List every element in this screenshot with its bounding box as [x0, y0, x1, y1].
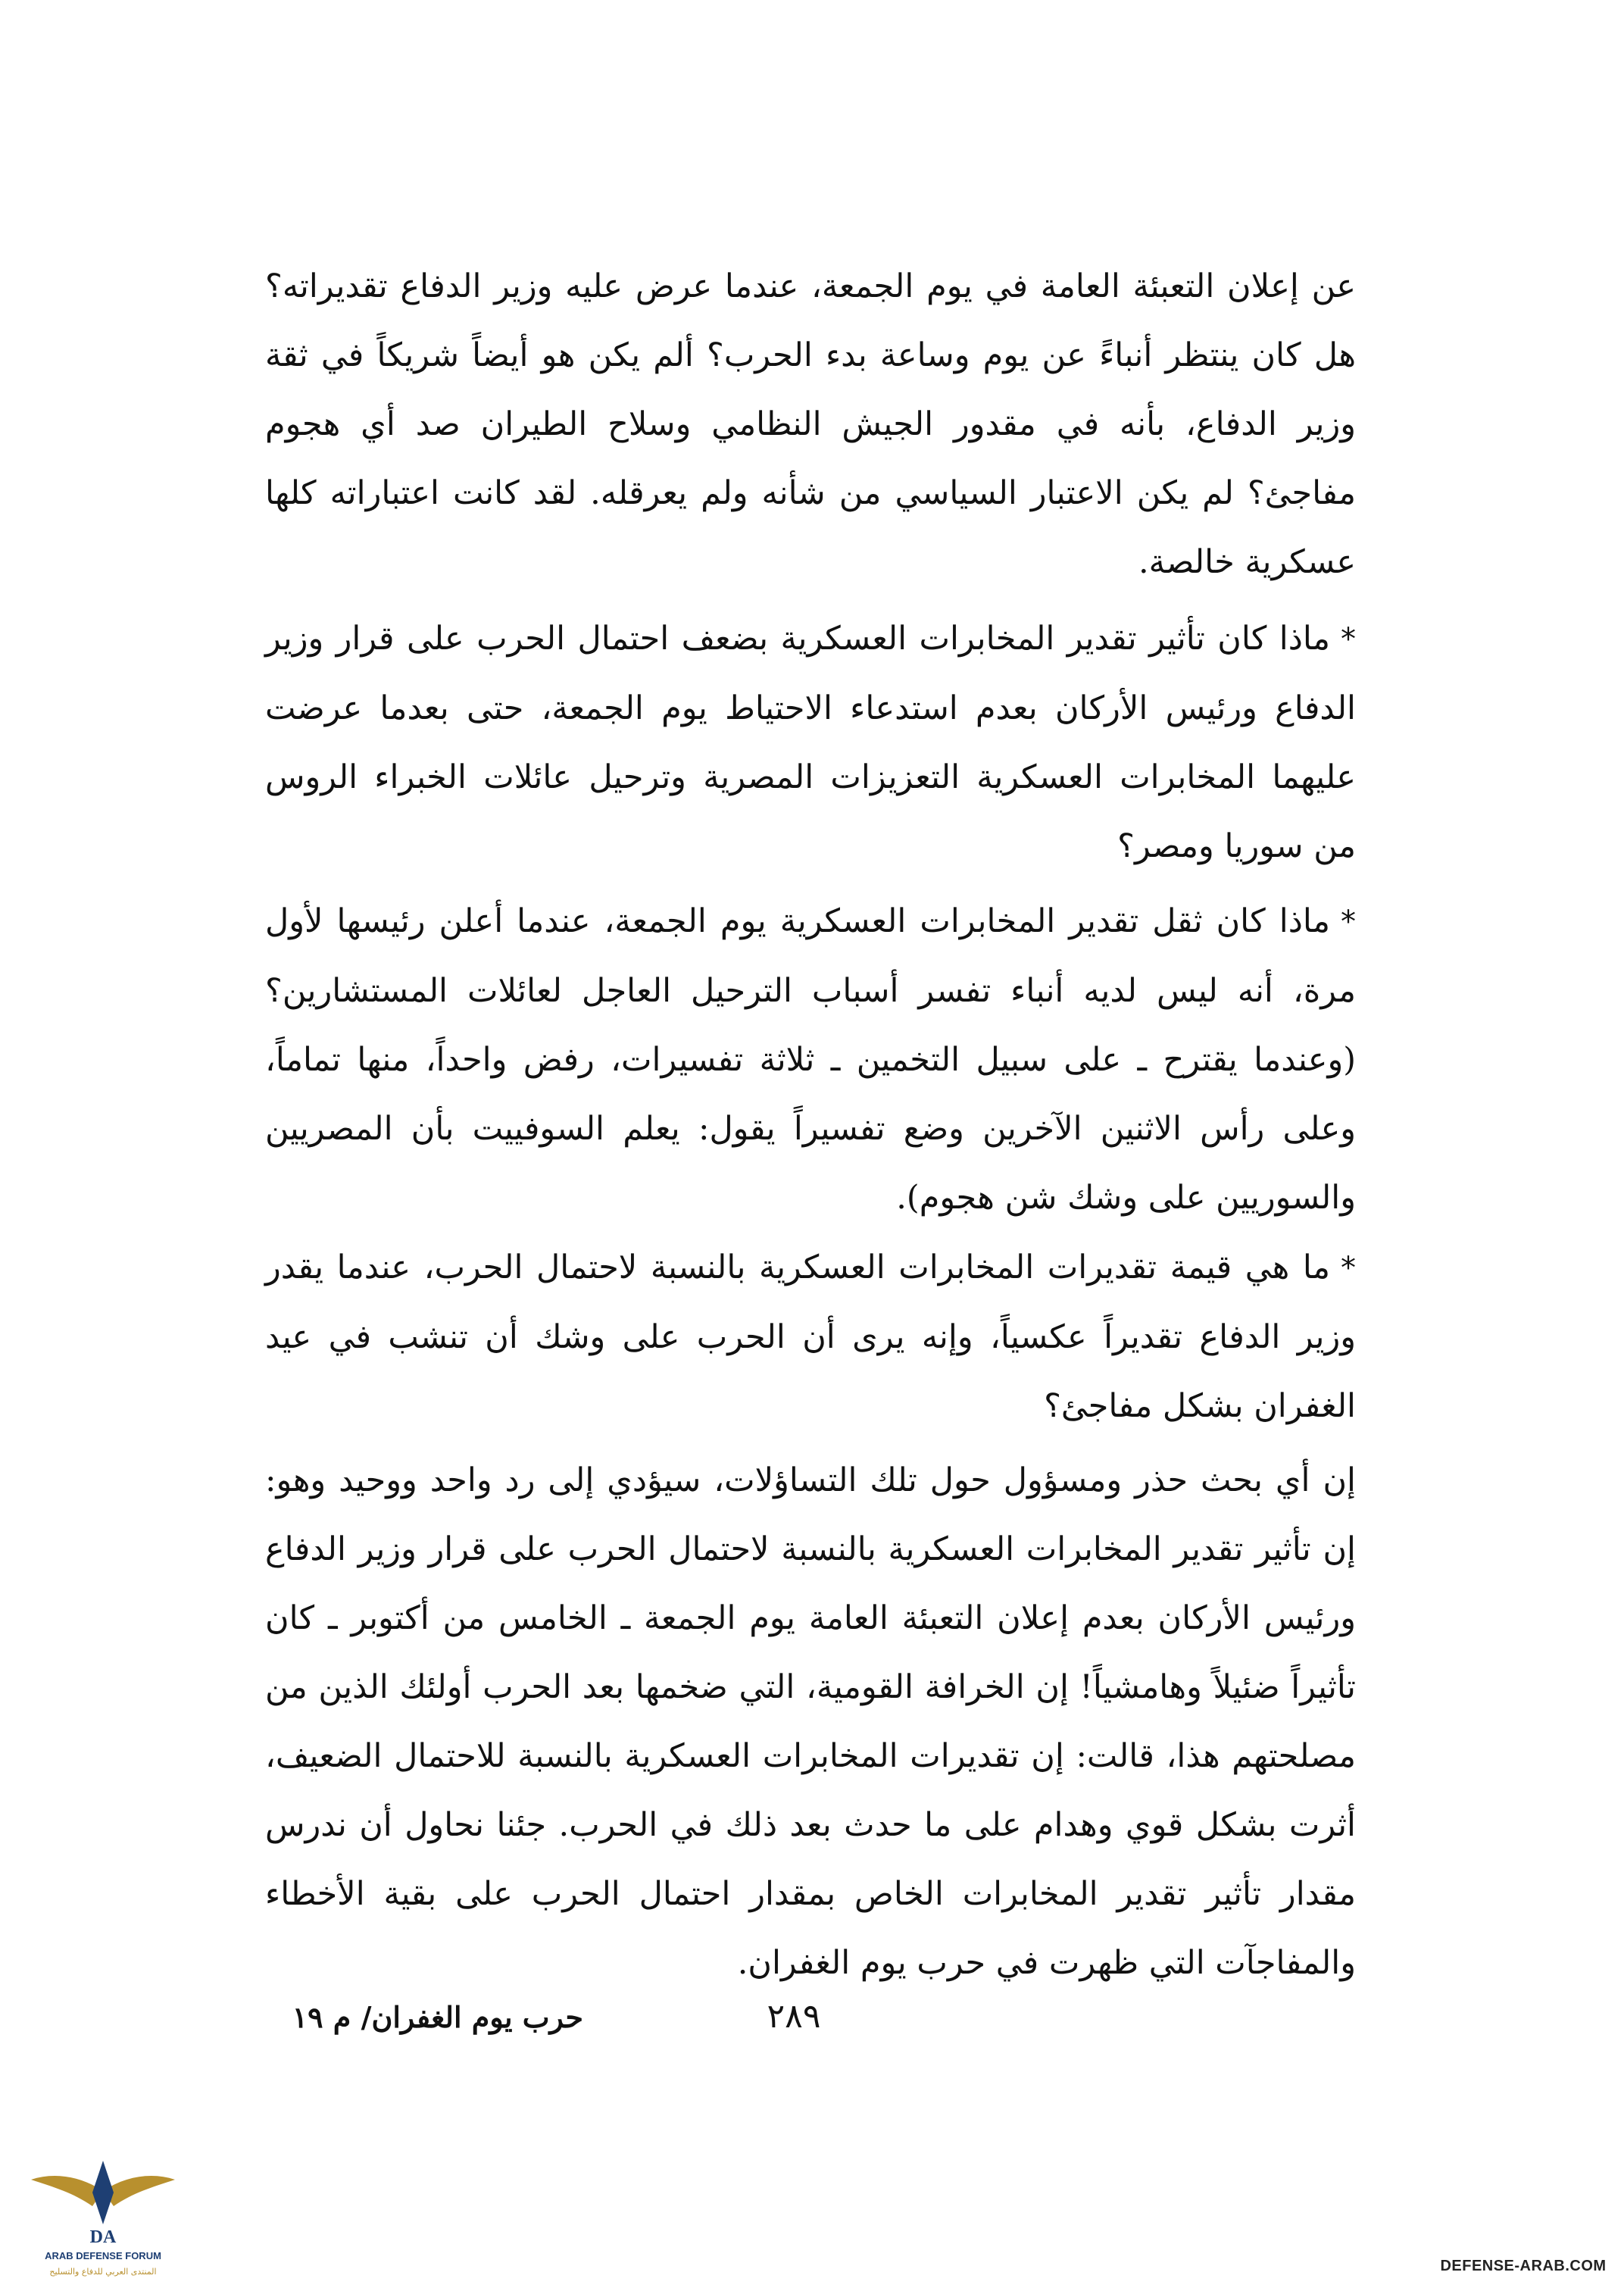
watermark-url: DEFENSE-ARAB.COM: [1429, 2250, 1618, 2282]
page-number: ٢٨٩: [767, 1997, 821, 2036]
asterisk-marker: *: [1341, 622, 1356, 657]
logo-line-2: المنتدى العربي للدفاع والتسليح: [49, 2267, 157, 2277]
asterisk-marker: *: [1341, 1251, 1356, 1286]
left-wing: [31, 2176, 103, 2206]
paragraph-5: [265, 1446, 1356, 1998]
forum-emblem-icon: [27, 2146, 179, 2282]
right-wing: [103, 2176, 175, 2206]
paragraph-5-text: إن أي بحث حذر ومسؤول حول تلك التساؤلات، سيؤدي إلى رد واحد ووحيد وهو: إن تأثير تقدير المخابرات العسكرية بالنسبة لاحتمال الحرب على قرار وزير الدفاع ورئيس الأركان بعدم إعلان التعبئة العامة يوم الجمعة ـ الخامس من أكتوبر ـ كان تأثيراً ضئيلاً وهامشياً! إن الخرافة القومية، التي ضخمها بعد الحرب أولئك الذين من مصلحتهم هذا، قالت: إن تقديرات المخابرات العسكرية بالنسبة للاحتمال الضعيف، أثرت بشكل قوي وهدام على ما حدث بعد ذلك في الحرب. جئنا نحاول أن ندرس مقدار تأثير تقدير المخابرات الخاص بمقدار احتمال الحرب على بقية الأخطاء والمفاجآت التي ظهرت في حرب يوم الغفران.: [265, 1461, 1356, 1982]
asterisk-marker: *: [1341, 905, 1356, 939]
logo-line-1: ARAB DEFENSE FORUM: [45, 2250, 161, 2261]
paragraph-3-question: [265, 887, 1356, 1233]
footer-signature: حرب يوم الغفران/ م ١٩: [292, 2000, 583, 2034]
paragraph-2-text: ماذا كان تأثير تقدير المخابرات العسكرية بضعف احتمال الحرب على قرار وزير الدفاع ورئيس الأركان بعدم استدعاء الاحتياط يوم الجمعة، حتى بعدما عرضت عليهما المخابرات العسكرية التعزيزات المصرية وترحيل عائلات الخبراء الروس من سوريا ومصر؟: [265, 620, 1356, 865]
paragraph-1: [265, 252, 1356, 597]
paragraph-4-text: ما هي قيمة تقديرات المخابرات العسكرية بالنسبة لاحتمال الحرب، عندما يقدر وزير الدفاع تقديراً عكسياً، وإنه يرى أن الحرب على وشك أن تنشب في عيد الغفران بشكل مفاجئ؟: [265, 1249, 1356, 1425]
emblem-diamond: [92, 2161, 114, 2224]
paragraph-3-text: ماذا كان ثقل تقدير المخابرات العسكرية يوم الجمعة، عندما أعلن رئيسها لأول مرة، أنه ليس لديه أنباء تفسر أسباب الترحيل العاجل لعائلات المستشارين؟ (وعندما يقترح ـ على سبيل التخمين ـ ثلاثة تفسيرات، رفض واحداً، منها تماماً، وعلى رأس الاثنين الآخرين وضع تفسيراً يقول: يعلم السوفييت بأن المصريين والسوريين على وشك شن هجوم).: [265, 902, 1356, 1217]
paragraph-1-text: عن إعلان التعبئة العامة في يوم الجمعة، عندما عرض عليه وزير الدفاع تقديراته؟ هل كان ينتظر أنباءً عن يوم وساعة بدء الحرب؟ ألم يكن هو أيضاً شريكاً في ثقة وزير الدفاع، بأنه في مقدور الجيش النظامي وسلاح الطيران صد أي هجوم مفاجئ؟ لم يكن الاعتبار السياسي من شأنه ولم يعرقله. لقد كانت اعتباراته كلها عسكرية خالصة.: [265, 267, 1356, 581]
paragraph-2-question: [265, 605, 1356, 881]
logo-initials: DA: [89, 2227, 117, 2247]
paragraph-4-question: [265, 1233, 1356, 1441]
forum-logo: [27, 2146, 179, 2282]
